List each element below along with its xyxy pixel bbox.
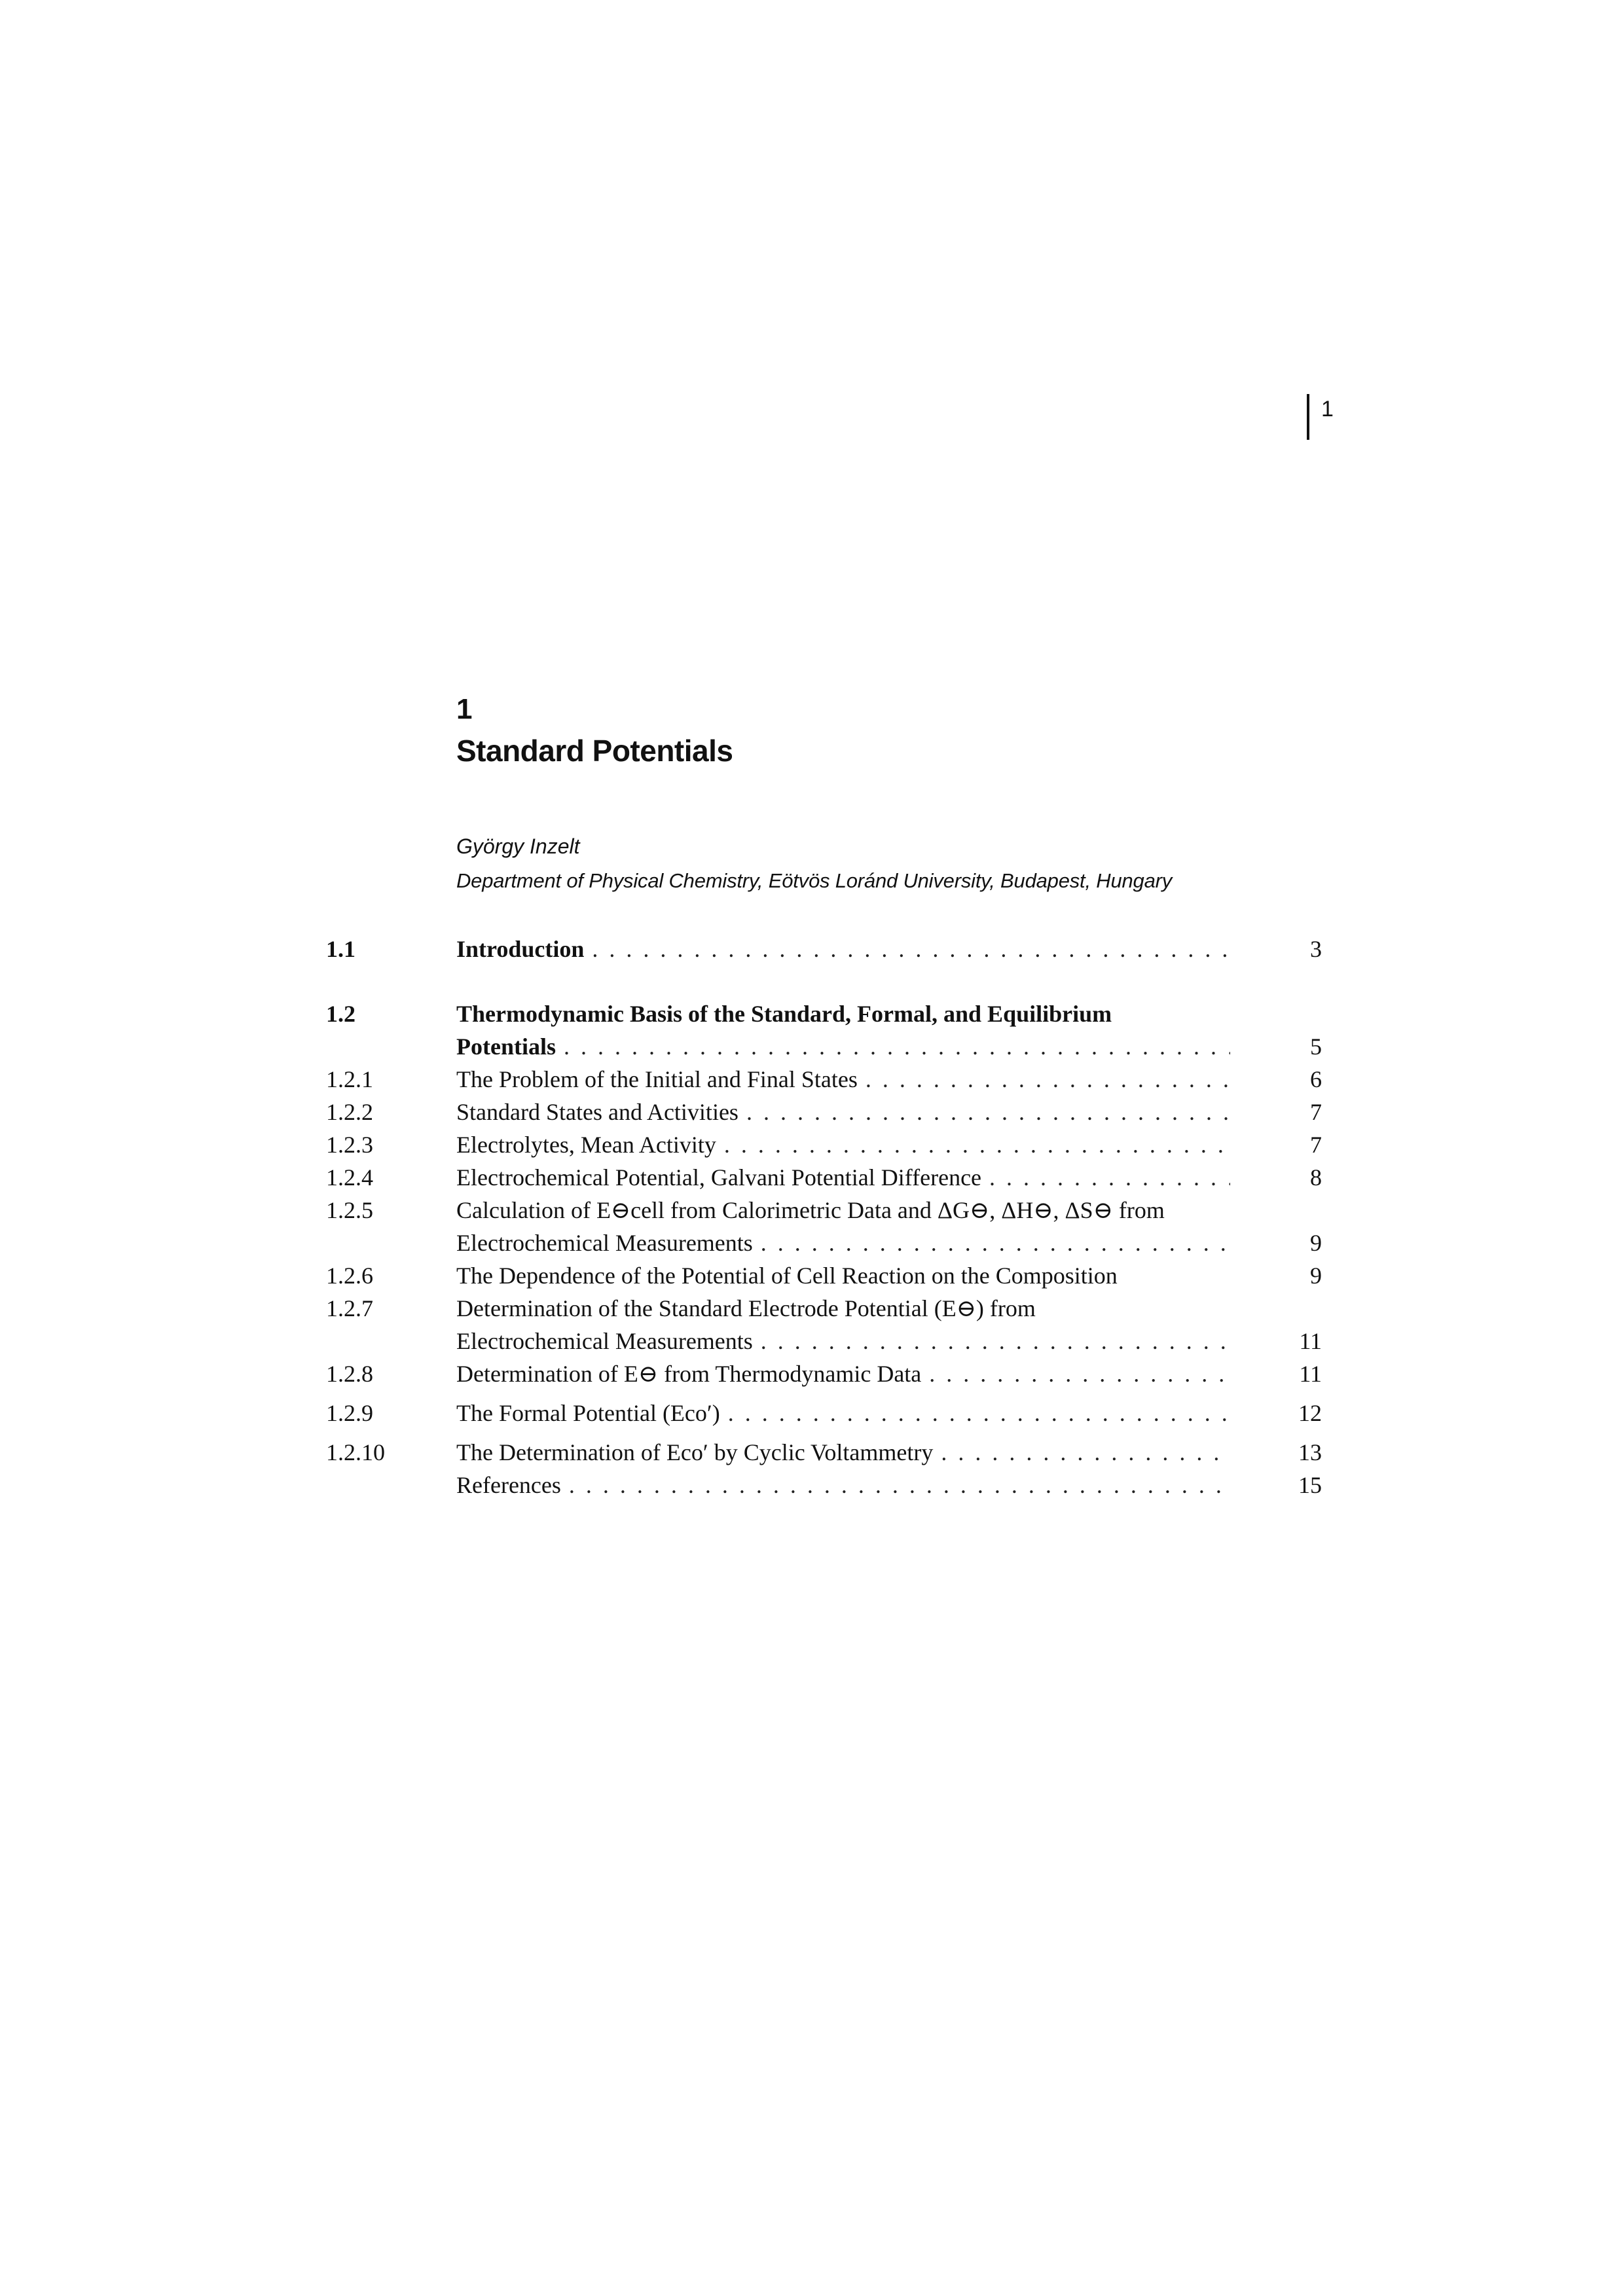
toc-title: Calculation of E⊖cell from Calorimetric Data and ΔG⊖, ΔH⊖, ΔS⊖ from bbox=[456, 1197, 1165, 1223]
toc-title: The Dependence of the Potential of Cell Reaction on the Composition bbox=[456, 1263, 1118, 1289]
toc-number: 1.2.4 bbox=[326, 1164, 373, 1191]
toc-title: Thermodynamic Basis of the Standard, Formal, and Equilibrium bbox=[456, 1001, 1112, 1027]
toc-title: Electrolytes, Mean Activity bbox=[456, 1132, 716, 1158]
toc-page: 11 bbox=[1299, 1328, 1322, 1354]
toc-page: 3 bbox=[1310, 936, 1322, 962]
toc-number: 1.2.3 bbox=[326, 1132, 373, 1158]
toc-page: 6 bbox=[1310, 1066, 1322, 1092]
toc-title: The Determination of Eco′ by Cyclic Voltammetry bbox=[456, 1439, 934, 1465]
toc-title: Electrochemical Potential, Galvani Potential Difference bbox=[456, 1164, 982, 1191]
toc-page: 7 bbox=[1310, 1099, 1322, 1125]
chapter-number: 1 bbox=[456, 693, 473, 725]
toc-title-cont: Potentials bbox=[456, 1033, 556, 1060]
toc-number: 1.2.5 bbox=[326, 1197, 373, 1223]
toc-number: 1.2.7 bbox=[326, 1295, 373, 1321]
toc-number: 1.1 bbox=[326, 936, 356, 962]
toc-title-cont: Electrochemical Measurements bbox=[456, 1230, 753, 1256]
toc-title: Introduction bbox=[456, 936, 585, 962]
toc-page: 5 bbox=[1310, 1033, 1322, 1060]
folio-rule bbox=[1307, 394, 1309, 440]
toc-number: 1.2.10 bbox=[326, 1439, 385, 1465]
toc-page: 15 bbox=[1298, 1472, 1322, 1498]
toc-title-cont: Electrochemical Measurements bbox=[456, 1328, 753, 1354]
toc-title: Determination of E⊖ from Thermodynamic Data bbox=[456, 1361, 922, 1387]
chapter-title: Standard Potentials bbox=[456, 734, 733, 768]
toc-number: 1.2 bbox=[326, 1001, 356, 1027]
toc-title: References bbox=[456, 1472, 561, 1498]
toc-number: 1.2.6 bbox=[326, 1263, 373, 1289]
toc-page: 9 bbox=[1310, 1230, 1322, 1256]
toc-number: 1.2.8 bbox=[326, 1361, 373, 1387]
toc-title: The Formal Potential (Eco′) bbox=[456, 1400, 720, 1426]
toc-page: 9 bbox=[1310, 1263, 1322, 1289]
page-number: 1 bbox=[1321, 397, 1334, 422]
toc-title: Determination of the Standard Electrode Potential (E⊖) from bbox=[456, 1295, 1036, 1321]
toc-page: 13 bbox=[1298, 1439, 1322, 1465]
toc-page: 7 bbox=[1310, 1132, 1322, 1158]
toc-page: 8 bbox=[1310, 1164, 1322, 1191]
toc-page: 12 bbox=[1298, 1400, 1322, 1426]
affiliation: Department of Physical Chemistry, Eötvös Loránd University, Budapest, Hungary bbox=[456, 869, 1173, 892]
toc-number: 1.2.9 bbox=[326, 1400, 373, 1426]
toc-title: The Problem of the Initial and Final States bbox=[456, 1066, 858, 1092]
toc-number: 1.2.1 bbox=[326, 1066, 373, 1092]
author: György Inzelt bbox=[456, 834, 580, 858]
toc-page: 11 bbox=[1299, 1361, 1322, 1387]
toc-title: Standard States and Activities bbox=[456, 1099, 739, 1125]
toc-number: 1.2.2 bbox=[326, 1099, 373, 1125]
